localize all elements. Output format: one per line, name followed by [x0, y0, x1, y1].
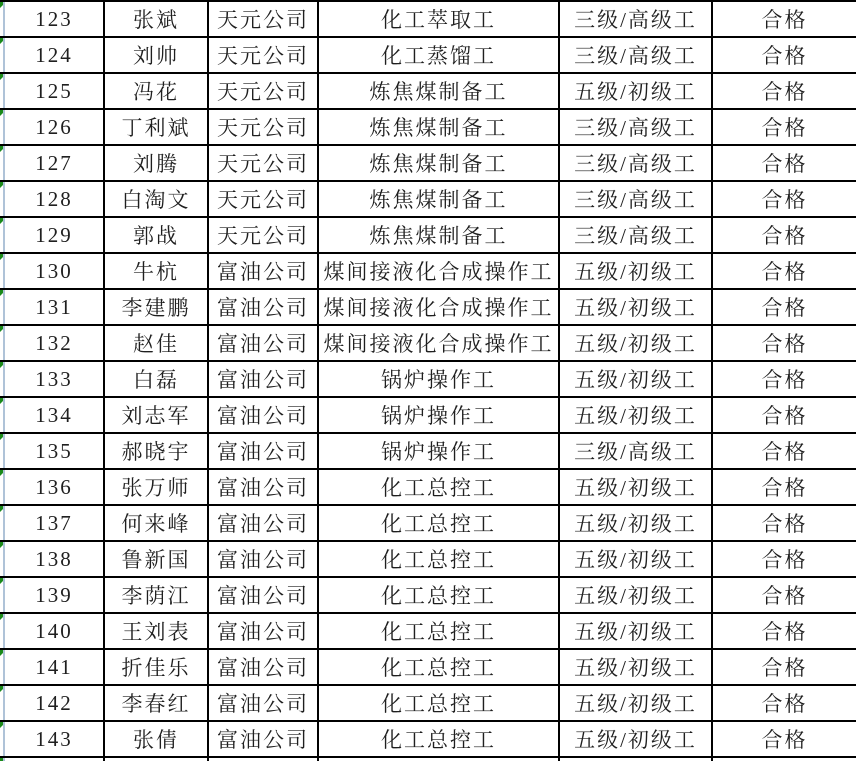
cell-result[interactable]: 合格	[711, 290, 856, 324]
table-row	[0, 722, 856, 758]
cell-result[interactable]: 合格	[711, 506, 856, 540]
cell-company[interactable]: 富油公司	[207, 578, 317, 612]
cell-result[interactable]: 合格	[711, 650, 856, 684]
cell-error-triangle-icon	[0, 362, 5, 368]
clipped-left-column-cell	[0, 2, 5, 36]
cell-error-triangle-icon	[0, 218, 5, 224]
clipped-left-column-cell	[0, 290, 5, 324]
cell-person-name[interactable]: 何来峰	[103, 506, 207, 540]
cell-serial-number[interactable]: 133	[35, 366, 73, 391]
cell-person-name[interactable]: 郭战	[103, 218, 207, 252]
cell-company[interactable]: 富油公司	[207, 290, 317, 324]
cell-result[interactable]: 合格	[711, 218, 856, 252]
cell-person-name[interactable]: 刘腾	[103, 146, 207, 180]
cell-person-name[interactable]: 王刘表	[103, 614, 207, 648]
cell-company[interactable]: 富油公司	[207, 686, 317, 720]
cell-serial-number[interactable]: 142	[35, 690, 73, 715]
table-row	[0, 38, 856, 74]
cell-person-name[interactable]: 张万师	[103, 470, 207, 504]
cell-company[interactable]: 富油公司	[207, 362, 317, 396]
cell-result[interactable]: 合格	[711, 74, 856, 108]
cell-error-triangle-icon	[0, 578, 5, 584]
table-body	[0, 2, 856, 761]
cell-skill-level[interactable]: 三级/高级工	[558, 38, 711, 72]
cell-serial-number[interactable]: 130	[35, 258, 73, 283]
cell-error-triangle-icon	[0, 506, 5, 512]
cell-company[interactable]: 天元公司	[207, 110, 317, 144]
cell-skill-level[interactable]: 五级/初级工	[558, 542, 711, 576]
cell-serial-number[interactable]: 126	[35, 114, 73, 139]
table-row	[0, 398, 856, 434]
clipped-left-column-cell	[0, 74, 5, 108]
cell-person-name[interactable]: 丁利斌	[103, 110, 207, 144]
cell-result[interactable]: 合格	[711, 146, 856, 180]
cell-person-name[interactable]: 白磊	[103, 362, 207, 396]
table-row	[0, 434, 856, 470]
clipped-left-column-cell	[0, 254, 5, 288]
table-row	[0, 614, 856, 650]
cell-skill-level[interactable]: 五级/初级工	[558, 470, 711, 504]
cell-person-name[interactable]: 刘帅	[103, 38, 207, 72]
cell-skill-level[interactable]: 五级/初级工	[558, 254, 711, 288]
cell-occupation[interactable]: 煤间接液化合成操作工	[317, 326, 558, 360]
cell-serial-number[interactable]: 127	[35, 150, 73, 175]
cell-company[interactable]: 富油公司	[207, 254, 317, 288]
cell-serial-number[interactable]: 132	[35, 330, 73, 355]
cell-serial-number[interactable]: 137	[35, 510, 73, 535]
cell-error-triangle-icon	[0, 290, 5, 296]
cell-result[interactable]: 合格	[711, 614, 856, 648]
cell-company[interactable]: 富油公司	[207, 326, 317, 360]
cell-serial-number[interactable]: 139	[35, 582, 73, 607]
cell-result[interactable]: 合格	[711, 686, 856, 720]
cell-skill-level[interactable]: 五级/初级工	[558, 650, 711, 684]
cell-company[interactable]: 富油公司	[207, 542, 317, 576]
cell-occupation[interactable]: 化工总控工	[317, 650, 558, 684]
cell-person-name[interactable]: 李荫江	[103, 578, 207, 612]
cell-skill-level[interactable]: 五级/初级工	[558, 722, 711, 756]
table-row	[0, 74, 856, 110]
cell-error-triangle-icon	[0, 614, 5, 620]
cell-serial-number[interactable]: 123	[35, 6, 73, 31]
cell-occupation[interactable]: 炼焦煤制备工	[317, 146, 558, 180]
cell-skill-level[interactable]: 三级/高级工	[558, 218, 711, 252]
table-row	[0, 2, 856, 38]
cell-skill-level[interactable]: 五级/初级工	[558, 614, 711, 648]
table-row	[0, 182, 856, 218]
cell-serial-number[interactable]: 143	[35, 726, 73, 751]
clipped-left-column-cell	[0, 362, 5, 396]
cell-occupation[interactable]: 煤间接液化合成操作工	[317, 254, 558, 288]
cell-person-name[interactable]: 张斌	[103, 2, 207, 36]
cell-company[interactable]: 富油公司	[207, 650, 317, 684]
table-row	[0, 326, 856, 362]
table-row	[0, 362, 856, 398]
table-row	[0, 470, 856, 506]
cell-serial-number[interactable]: 125	[35, 78, 73, 103]
cell-person-name[interactable]: 折佳乐	[103, 650, 207, 684]
cell-person-name[interactable]: 白淘文	[103, 182, 207, 216]
cell-result[interactable]: 合格	[711, 2, 856, 36]
cell-result[interactable]: 合格	[711, 362, 856, 396]
clipped-left-column-cell	[0, 506, 5, 540]
cell-serial-number[interactable]: 136	[35, 474, 73, 499]
cell-occupation[interactable]: 化工总控工	[317, 614, 558, 648]
cell-skill-level[interactable]: 五级/初级工	[558, 686, 711, 720]
cell-company[interactable]: 天元公司	[207, 38, 317, 72]
cell-serial-number[interactable]: 124	[35, 42, 73, 67]
cell-result[interactable]: 合格	[711, 254, 856, 288]
cell-skill-level[interactable]: 五级/初级工	[558, 74, 711, 108]
cell-skill-level[interactable]: 五级/初级工	[558, 506, 711, 540]
cell-serial-number[interactable]: 128	[35, 186, 73, 211]
cell-result[interactable]: 合格	[711, 722, 856, 756]
cell-error-triangle-icon	[0, 470, 5, 476]
cell-occupation[interactable]: 化工总控工	[317, 542, 558, 576]
cell-error-triangle-icon	[0, 74, 5, 80]
cell-skill-level[interactable]: 三级/高级工	[558, 182, 711, 216]
cell-company[interactable]: 天元公司	[207, 2, 317, 36]
cell-serial-number[interactable]: 135	[35, 438, 73, 463]
table-row	[0, 110, 856, 146]
clipped-left-column-cell	[0, 110, 5, 144]
cell-person-name[interactable]: 李建鹏	[103, 290, 207, 324]
cell-error-triangle-icon	[0, 254, 5, 260]
cell-result[interactable]: 合格	[711, 182, 856, 216]
clipped-left-column-cell	[0, 434, 5, 468]
cell-occupation[interactable]: 锅炉操作工	[317, 398, 558, 432]
cell-company[interactable]: 富油公司	[207, 434, 317, 468]
cell-skill-level[interactable]: 三级/高级工	[558, 2, 711, 36]
clipped-left-column-cell	[0, 146, 5, 180]
cell-serial-number[interactable]: 138	[35, 546, 73, 571]
cell-result[interactable]: 合格	[711, 110, 856, 144]
cell-result[interactable]: 合格	[711, 326, 856, 360]
cell-person-name[interactable]: 赵佳	[103, 326, 207, 360]
clipped-left-column-cell	[0, 182, 5, 216]
clipped-left-column-cell	[0, 470, 5, 504]
cell-result[interactable]: 合格	[711, 38, 856, 72]
cell-skill-level[interactable]: 三级/高级工	[558, 146, 711, 180]
table-row	[0, 686, 856, 722]
cell-company[interactable]: 天元公司	[207, 182, 317, 216]
clipped-left-column-cell	[0, 38, 5, 72]
cell-result[interactable]: 合格	[711, 578, 856, 612]
cell-result[interactable]: 合格	[711, 398, 856, 432]
cell-error-triangle-icon	[0, 146, 5, 152]
cell-result[interactable]: 合格	[711, 542, 856, 576]
cell-error-triangle-icon	[0, 110, 5, 116]
cell-occupation[interactable]: 化工总控工	[317, 722, 558, 756]
cell-person-name[interactable]: 牛杭	[103, 254, 207, 288]
cell-serial-number[interactable]: 129	[35, 222, 73, 247]
cell-error-triangle-icon	[0, 182, 5, 188]
clipped-left-column-cell	[0, 650, 5, 684]
clipped-left-column-cell	[0, 722, 5, 756]
cell-error-triangle-icon	[0, 542, 5, 548]
cell-error-triangle-icon	[0, 398, 5, 404]
cell-skill-level[interactable]: 三级/高级工	[558, 110, 711, 144]
clipped-left-column-cell	[0, 326, 5, 360]
cell-occupation[interactable]: 锅炉操作工	[317, 362, 558, 396]
cell-occupation[interactable]: 炼焦煤制备工	[317, 74, 558, 108]
cell-company[interactable]: 富油公司	[207, 506, 317, 540]
cell-skill-level[interactable]: 五级/初级工	[558, 290, 711, 324]
table-row	[0, 506, 856, 542]
cell-serial-number[interactable]: 134	[35, 402, 73, 427]
cell-person-name[interactable]: 张倩	[103, 722, 207, 756]
cell-company[interactable]: 富油公司	[207, 722, 317, 756]
cell-company[interactable]: 天元公司	[207, 218, 317, 252]
cell-person-name[interactable]: 冯花	[103, 74, 207, 108]
table-row	[0, 146, 856, 182]
cell-result[interactable]: 合格	[711, 434, 856, 468]
cell-skill-level[interactable]: 三级/高级工	[558, 434, 711, 468]
cell-person-name[interactable]: 李春红	[103, 686, 207, 720]
cell-serial-number[interactable]: 131	[35, 294, 73, 319]
clipped-left-column-cell	[0, 542, 5, 576]
cell-result[interactable]: 合格	[711, 470, 856, 504]
cell-person-name[interactable]: 鲁新国	[103, 542, 207, 576]
cell-occupation[interactable]: 锅炉操作工	[317, 434, 558, 468]
cell-error-triangle-icon	[0, 650, 5, 656]
cell-skill-level[interactable]: 五级/初级工	[558, 326, 711, 360]
cell-company[interactable]: 富油公司	[207, 614, 317, 648]
table-row	[0, 578, 856, 614]
cell-person-name[interactable]: 郝晓宇	[103, 434, 207, 468]
table-row	[0, 254, 856, 290]
clipped-left-column-cell	[0, 218, 5, 252]
cell-person-name[interactable]: 刘志军	[103, 398, 207, 432]
cell-skill-level[interactable]: 五级/初级工	[558, 398, 711, 432]
table-row	[0, 218, 856, 254]
cell-error-triangle-icon	[0, 326, 5, 332]
cell-occupation[interactable]: 煤间接液化合成操作工	[317, 290, 558, 324]
cell-occupation[interactable]: 化工蒸馏工	[317, 38, 558, 72]
cell-skill-level[interactable]: 五级/初级工	[558, 578, 711, 612]
cell-occupation[interactable]: 化工总控工	[317, 506, 558, 540]
cell-company[interactable]: 天元公司	[207, 146, 317, 180]
cell-error-triangle-icon	[0, 722, 5, 728]
cell-company[interactable]: 富油公司	[207, 470, 317, 504]
cell-serial-number[interactable]: 140	[35, 618, 73, 643]
cell-occupation[interactable]: 化工总控工	[317, 578, 558, 612]
table-row	[0, 290, 856, 326]
cell-error-triangle-icon	[0, 686, 5, 692]
cell-occupation[interactable]: 化工萃取工	[317, 2, 558, 36]
table-row	[0, 650, 856, 686]
table-row	[0, 542, 856, 578]
cell-occupation[interactable]: 炼焦煤制备工	[317, 218, 558, 252]
cell-occupation[interactable]: 化工总控工	[317, 470, 558, 504]
cell-error-triangle-icon	[0, 434, 5, 440]
clipped-left-column-cell	[0, 578, 5, 612]
cell-company[interactable]: 天元公司	[207, 74, 317, 108]
cell-serial-number[interactable]: 141	[35, 654, 73, 679]
cell-occupation[interactable]: 炼焦煤制备工	[317, 110, 558, 144]
clipped-left-column-cell	[0, 398, 5, 432]
cell-error-triangle-icon	[0, 2, 5, 8]
cell-occupation[interactable]: 化工总控工	[317, 686, 558, 720]
cell-error-triangle-icon	[0, 38, 5, 44]
clipped-left-column-cell	[0, 614, 5, 648]
cell-skill-level[interactable]: 五级/初级工	[558, 362, 711, 396]
cell-occupation[interactable]: 炼焦煤制备工	[317, 182, 558, 216]
clipped-left-column-cell	[0, 686, 5, 720]
cell-company[interactable]: 富油公司	[207, 398, 317, 432]
